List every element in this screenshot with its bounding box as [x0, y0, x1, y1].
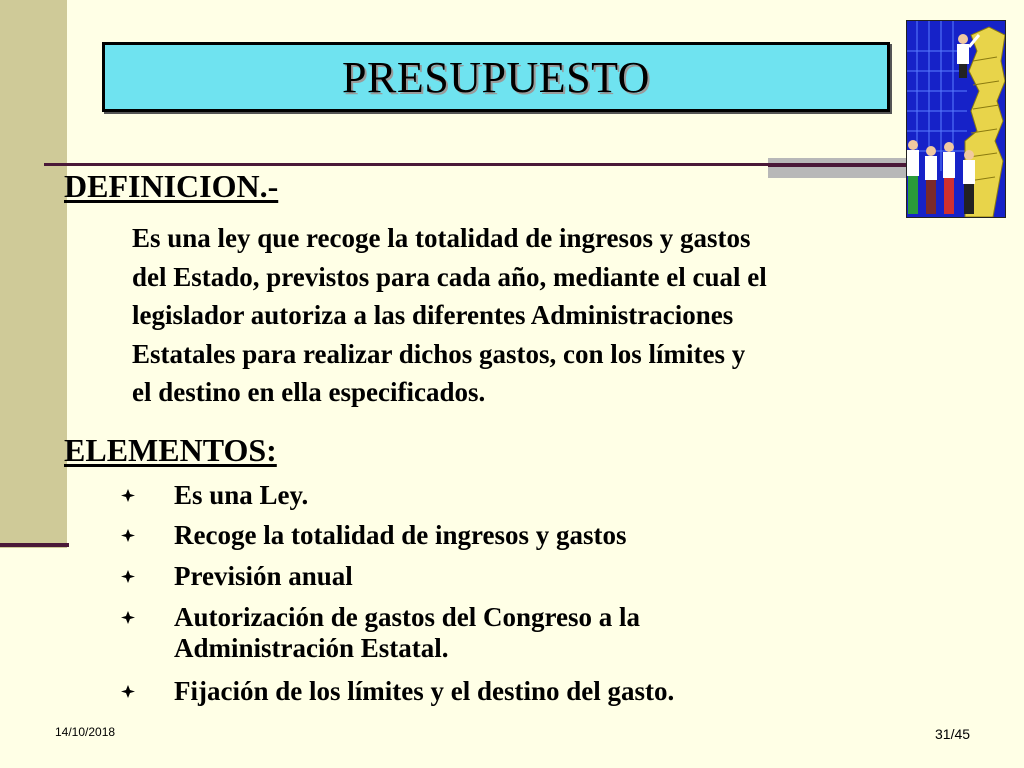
diamond-bullet-icon	[118, 676, 138, 707]
elements-heading: ELEMENTOS:	[64, 432, 277, 468]
diamond-bullet-icon	[118, 561, 138, 592]
definition-text	[132, 219, 992, 412]
bullet-text: Previsión anual	[174, 561, 353, 591]
title-box	[102, 42, 890, 112]
page-number: 31/45	[935, 726, 971, 742]
definition-line: del Estado, previstos para cada año, mediante el cual el	[132, 261, 767, 292]
definition-heading: DEFINICION.-	[64, 168, 279, 204]
bullet-text: Fijación de los límites y el destino del gasto.	[174, 676, 675, 706]
bullet-text: Es una Ley.	[174, 480, 309, 510]
diamond-bullet-icon	[118, 602, 138, 633]
bullet-text: Recoge la totalidad de ingresos y gastos	[174, 520, 627, 550]
definition-line: legislador autoriza a las diferentes Administraciones	[132, 300, 734, 330]
definition-line: Es una ley que recoge la totalidad de ingresos y gastos	[132, 223, 751, 253]
divider-line-segment	[768, 164, 908, 167]
bullet-text: Administración Estatal.	[174, 633, 449, 663]
diamond-bullet-icon	[118, 520, 138, 551]
slide-title: PRESUPUESTO	[342, 52, 650, 102]
definition-line: el destino en ella especificados.	[132, 377, 486, 407]
business-growth-clipart-icon	[906, 20, 1006, 218]
definition-line: Estatales para realizar dichos gastos, con los límites y	[132, 338, 746, 369]
grey-accent-bar	[768, 158, 908, 178]
side-bar	[0, 0, 67, 548]
bullet-text: Autorización de gastos del Congreso a la	[174, 602, 640, 632]
diamond-bullet-icon	[118, 480, 138, 511]
side-bar-accent-line	[0, 543, 69, 547]
footer-date: 14/10/2018	[55, 725, 116, 739]
